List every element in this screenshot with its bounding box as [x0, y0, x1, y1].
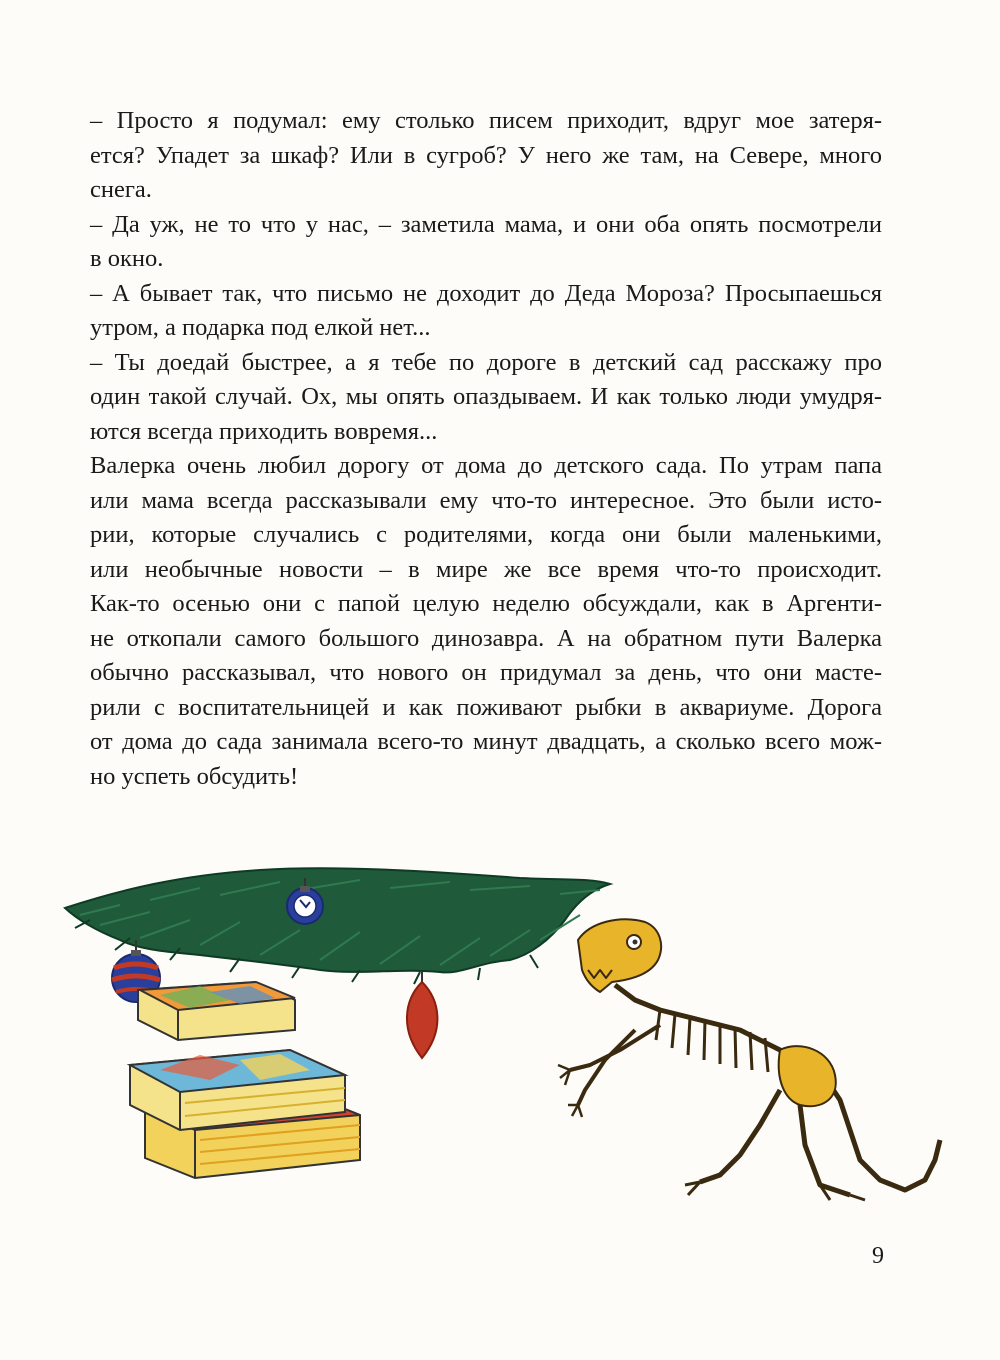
text-line: Валерка очень любил дорогу от дома до детского сада. По утрам папа — [90, 452, 882, 479]
story-text — [90, 104, 882, 794]
text-line: ются всегда приходить вовремя... — [90, 417, 438, 445]
text-line: но успеть обсудить! — [90, 762, 299, 790]
text-line: не откопали самого большого динозавра. А на обратном пути Валерка — [90, 624, 882, 652]
text-line: Как-то осенью они с папой целую неделю обсуждали, как в Аргенти- — [90, 590, 882, 617]
paragraph — [90, 104, 882, 208]
text-line: ется? Упадет за шкаф? Или в сугроб? У него же там, на Севере, много — [90, 141, 882, 169]
dinosaur-skeleton-icon — [558, 919, 940, 1200]
text-line: или необычные новости – в мире же все время что-то происходит. — [90, 555, 882, 583]
text-line: в окно. — [90, 245, 164, 272]
red-ornament-icon — [407, 972, 437, 1058]
paragraph — [90, 346, 882, 450]
paragraph — [90, 449, 882, 794]
text-line: – А бывает так, что письмо не доходит до Деда Мороза? Просыпаешься — [90, 279, 882, 307]
text-line: – Да уж, не то что у нас, – заметила мама, и они оба опять посмотрели — [90, 210, 882, 238]
text-line: – Ты доедай быстрее, а я тебе по дороге в детский сад расскажу про — [90, 348, 882, 376]
text-line: утром, а подарка под елкой нет... — [90, 314, 431, 341]
paragraph — [90, 277, 882, 346]
books-icon — [130, 982, 360, 1178]
text-line: рили с воспитательницей и как поживают рыбки в аквариуме. Дорога — [90, 693, 882, 721]
text-line: рии, которые случались с родителями, когда они были маленькими, — [90, 521, 882, 548]
text-line: – Просто я подумал: ему столько писем приходит, вдруг мое затеря- — [90, 107, 882, 134]
page-number: 9 — [872, 1243, 884, 1269]
text-line: обычно рассказывал, что нового он придумал за день, что они масте- — [90, 659, 882, 686]
paragraph — [90, 208, 882, 277]
text-line: один такой случай. Ох, мы опять опаздываем. И как только люди умудря- — [90, 383, 882, 410]
text-line: от дома до сада занимала всего-то минут двадцать, а сколько всего мож- — [90, 728, 882, 755]
text-line: или мама всегда рассказывали ему что-то интересное. Это были исто- — [90, 486, 882, 514]
illustration — [60, 860, 960, 1230]
text-line: снега. — [90, 176, 152, 203]
